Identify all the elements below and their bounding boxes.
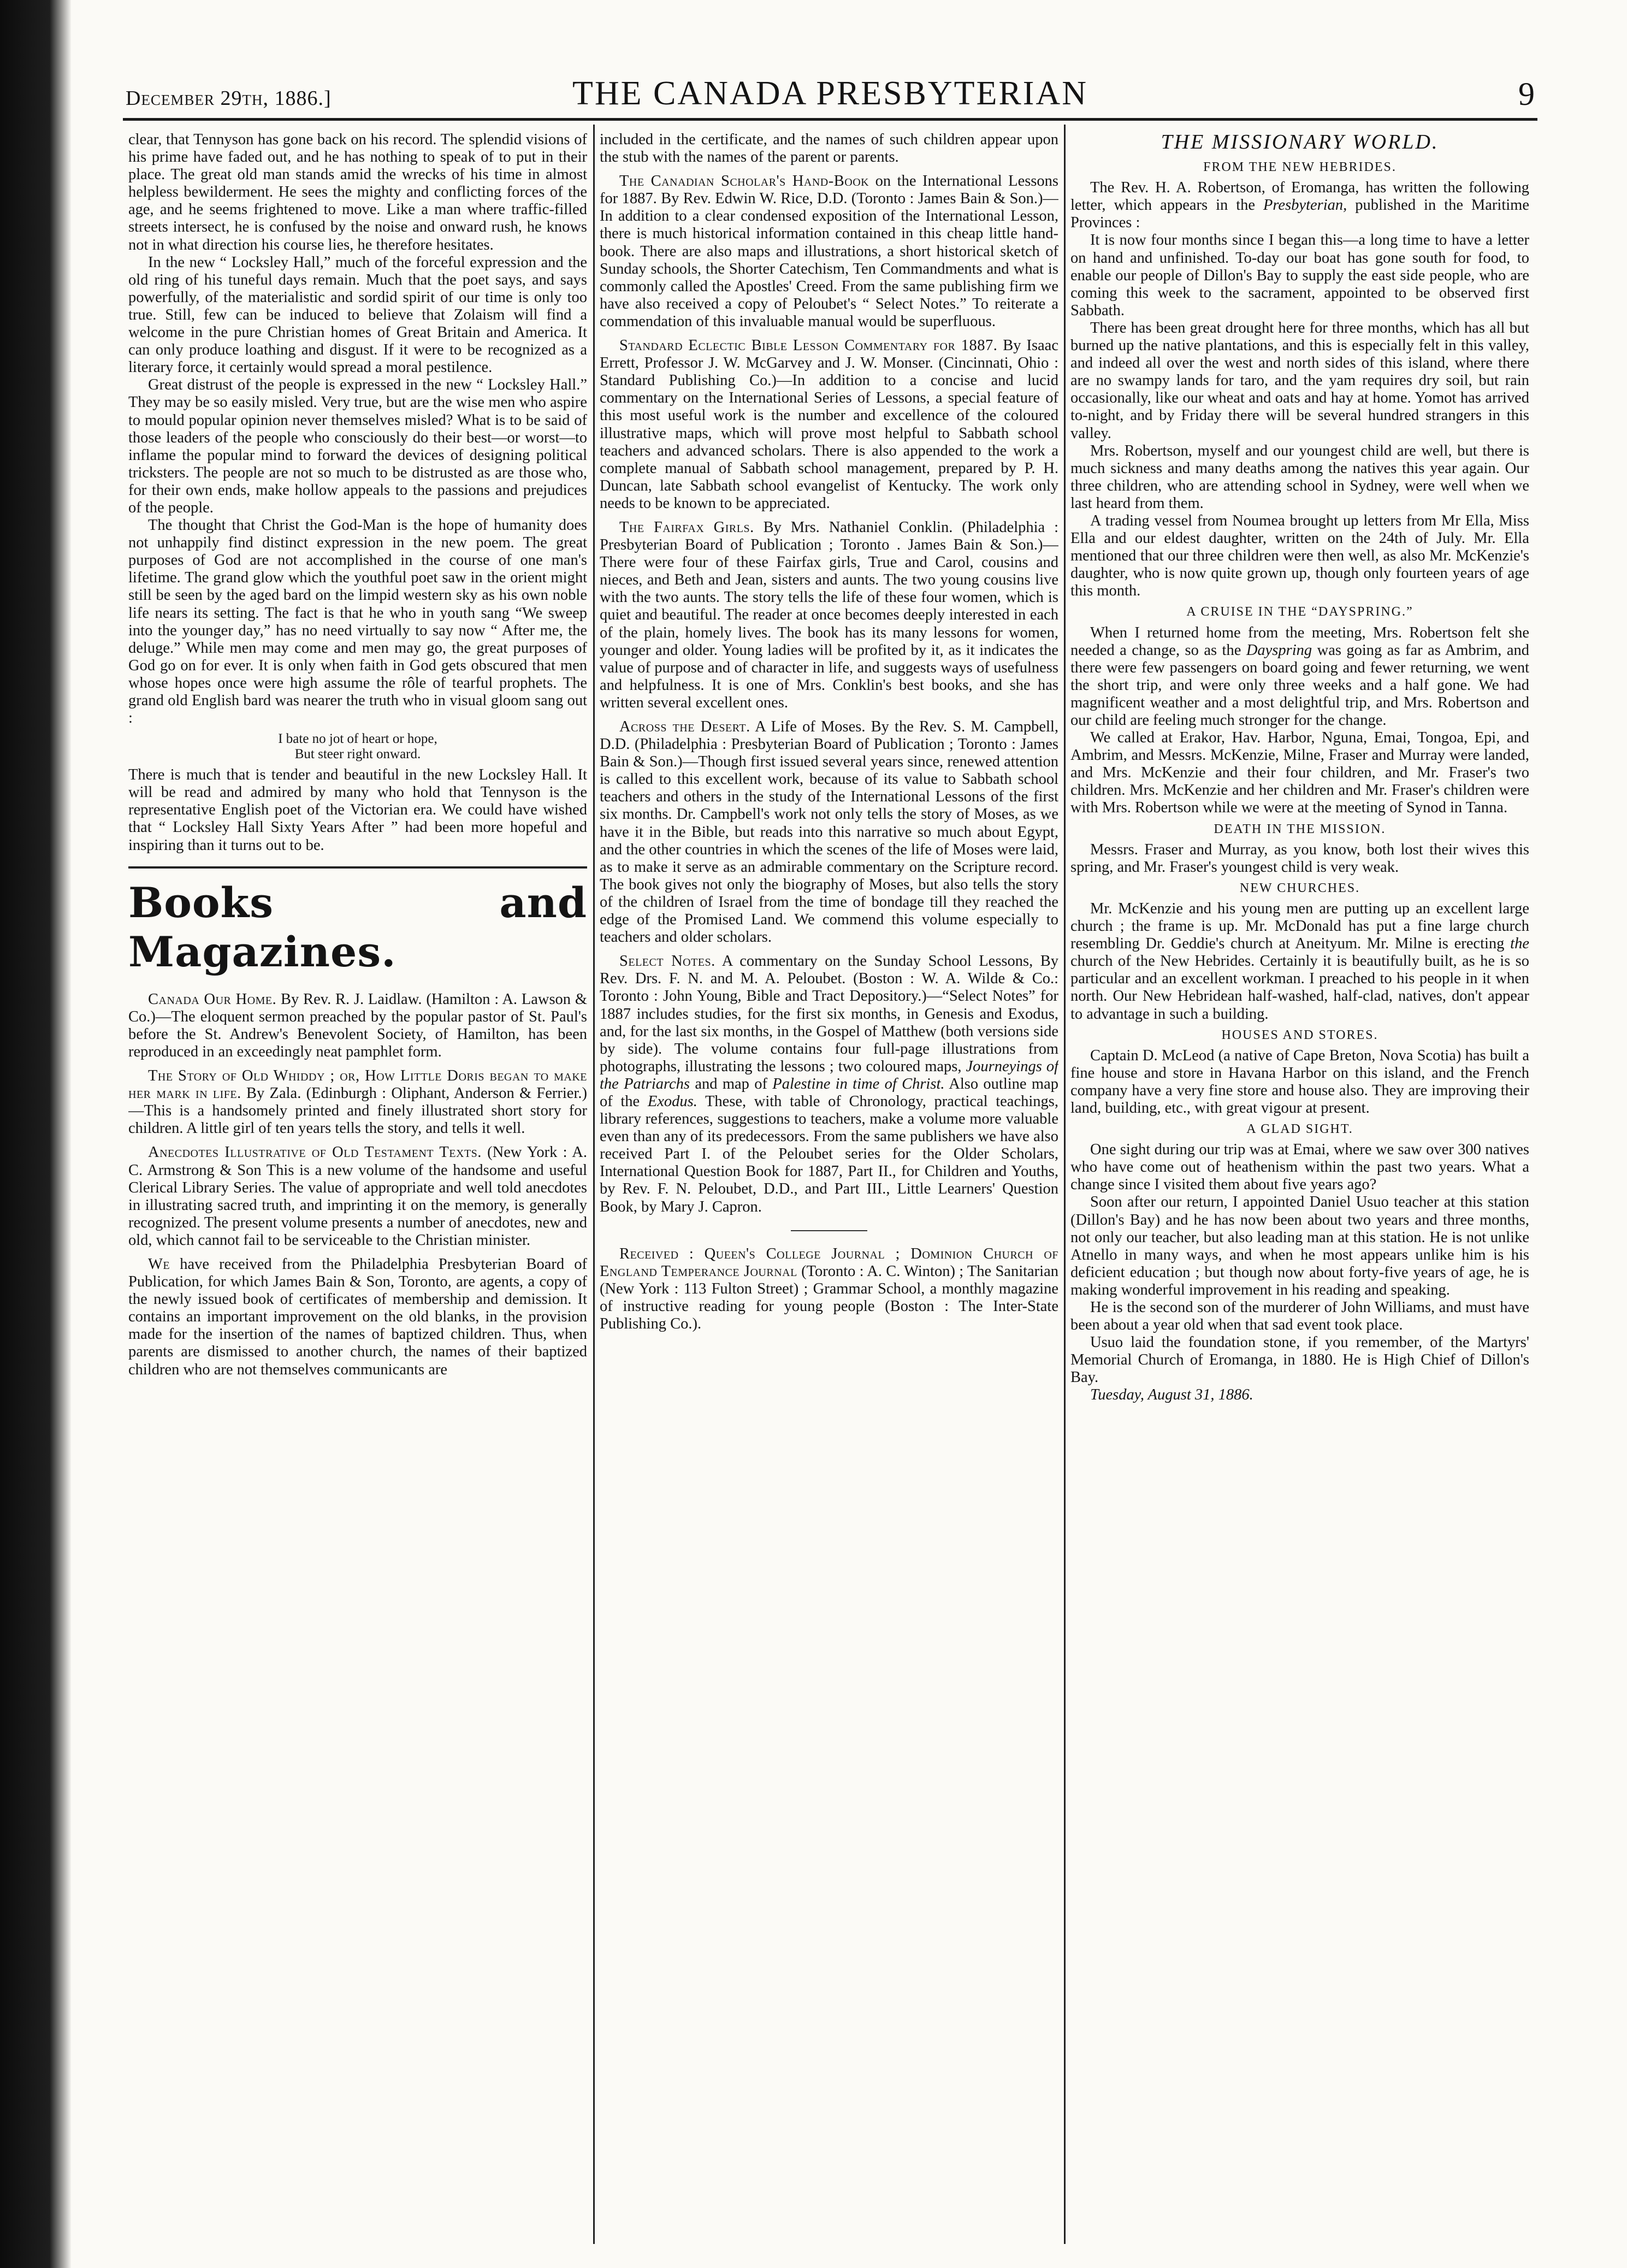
verse-line: But steer right onward.	[294, 747, 421, 762]
column-2	[600, 131, 1058, 2240]
review-text: By Mrs. Nathaniel Conklin. (Philadelphia : Presbyterian Board of Publication ; Toronto . James Bain & Son.)—There were four of these Fairfax girls, True and Carol, cousins and nieces, and Beth and Jean, sisters and aunts. The two young cousins live with the two aunts. The story tells the life of these four women, which is quiet and beautiful. The reader at once becomes deeply interested in each of the plain, homely lives. The book has its many lessons for women, younger and older. Young ladies will be profited by it, as it indicates the value of purpose and of character in life, and suggests ways of usefulness and helpfulness. It is one of Mrs. Conklin's best books, and she has written several excellent ones.	[600, 518, 1058, 711]
column-rule-2	[1064, 125, 1066, 2244]
lead-word: We	[148, 1255, 170, 1273]
subheading: FROM THE NEW HEBRIDES.	[1203, 160, 1397, 175]
paragraph: Soon after our return, I appointed Daniel Usuo teacher at this station (Dillon's Bay) and he has now been about two years and three months, not only our teacher, but also leading man at this station. He is not unlike Atnello in many ways, and when he most appears unlike him is his deficient education ; but though now about forty-five years of age, he is making wonderful improvement in his reading and speaking.	[1070, 1194, 1529, 1298]
italic-title: Presbyterian,	[1255, 197, 1347, 214]
italic-title: Dayspring	[1241, 641, 1312, 659]
binding-edge	[0, 0, 71, 2268]
review-text: By Isaac Errett, Professor J. W. McGarvey and J. W. Monser. (Cincinnati, Ohio : Standard Publishing Co.)—In addition to a concise and lucid commentary on the International Series of Lessons, a special feature of this most useful work is the number and excellence of the coloured illustrative maps, which will prove most helpful to Sabbath school teachers and advanced scholars. There is also appended to the work a complete manual of Sabbath school management, prepared by P. H. Duncan, late Sabbath school evangelist of Kentucky. The work only needs to be known to be appreciated.	[600, 337, 1058, 512]
paragraph: One sight during our trip was at Emai, where we saw over 300 natives who have come out of heathenism within the past two years. What a change since I visited them about five years ago?	[1070, 1141, 1529, 1194]
review-text: Also outline map of the	[600, 1075, 1058, 1110]
italic-title: Exodus.	[640, 1092, 697, 1110]
book-title: The Fairfax Girls.	[619, 518, 754, 536]
text: was going as far as Ambrim, and there were few passengers on board going and fewer returning, we went the short trip, and were only three weeks and a half gone. We had magnificent weather and a most delightful trip, and Mrs. Robertson and our child are feeling much stronger for the change.	[1070, 641, 1529, 729]
text: Mr. McKenzie and his young men are putting up an excellent large church ; the frame is up. Mr. McDonald has put a fine large church resembling Dr. Geddie's church at Aneityum. Mr. Milne is erecting	[1070, 900, 1529, 953]
book-review	[128, 991, 587, 1061]
column-rule-1	[593, 125, 595, 2244]
received-text: (Toronto : A. C. Winton) ; The Sanitarian (New York : 113 Fulton Street) ; Grammar School, a monthly magazine of instructive reading for young people (Boston : The Inter-State Publishing Co.).	[600, 1262, 1058, 1332]
received-list	[600, 1245, 1058, 1333]
verse-quote	[128, 731, 587, 762]
book-title: Anecdotes Illustrative of Old Testament Texts.	[148, 1144, 482, 1161]
italic-word: the	[1504, 935, 1529, 953]
book-review	[600, 337, 1058, 512]
book-review	[600, 953, 1058, 1215]
italic-title: Journeyings of the Patriarchs	[600, 1058, 1058, 1092]
paragraph: There has been great drought here for three months, which has all but burned up the native plantations, and this is especially felt in this valley, and indeed all over the west and north sides of this island, where there are no swampy lands for taro, and the yam requires dry soil, but rain occasionally, like our wheat and oats and hay at home. Yomot has arrived to-night, and by Friday there will be several hundred strangers in this valley.	[1070, 319, 1529, 442]
issue-date: December 29th, 1886.]	[126, 87, 332, 110]
paragraph: included in the certificate, and the names of such children appear upon the stub with the names of the parent or parents.	[600, 131, 1058, 166]
paragraph	[1070, 900, 1529, 1023]
text: When I returned home from the meeting, Mrs. Robertson felt she needed a change, so as the	[1070, 624, 1529, 659]
divider	[791, 1230, 867, 1231]
column-3	[1070, 131, 1529, 2240]
book-review	[128, 1144, 587, 1249]
paragraph: The thought that Christ the God-Man is the hope of humanity does not unhappily find distinct expression in the new poem. The great purposes of God are not accomplished in the course of one man's lifetime. The grand glow which the youthful poet saw in the orient might still be seen by the aged bard on the limpid western sky as his own noble life nears its setting. The fact is that he who in youth sang “We sweep into the younger day,” has no need virtually to say now “ After me, the deluge.” While men may come and men may go, the great purposes of God go on for ever. It is only when faith in God gets obscured that men whose hopes once were high assume the rôle of tearful prophets. The grand old English bard was nearer the truth who in visual gloom sang out :	[128, 517, 587, 727]
book-review	[600, 519, 1058, 712]
review-text: These, with table of Chronology, practical teachings, library references, suggestions to teachers, make a volume more valuable even than any of its predecessors. From the same publishers we have also received Part I. of the Peloubet series for the Older Scholars, International Question Book for 1887, Part II., for Children and Youths, by Rev. F. N. Peloubet, D.D., and Part III., Little Learners' Question Book, by Mary J. Capron.	[600, 1092, 1058, 1215]
book-title: The Story of Old Whiddy ; or, How Little Doris began to make her mark in life.	[128, 1067, 587, 1102]
paragraph: It is now four months since I began this—a long time to have a letter on hand and unfinished. To-day our boat has gone south for food, to enable our people of Dillon's Bay to supply the east side people, who are coming this week to the sacrament, appointed to be observed first Sabbath.	[1070, 232, 1529, 319]
review-text: By Rev. R. J. Laidlaw. (Hamilton : A. Lawson & Co.)—The eloquent sermon preached by the popular pastor of St. Paul's before the St. Andrew's Benevolent Society, of Hamilton, has been reproduced in an exceedingly neat pamphlet form.	[128, 990, 587, 1060]
book-review	[128, 1067, 587, 1137]
page-number: 9	[1518, 76, 1535, 112]
paragraph: A trading vessel from Noumea brought up letters from Mr Ella, Miss Ella and our eldest daughter, written on the 24th of July. Mr. Ella mentioned that our three children were then well, as also Mr. McKenzie's daughter, who is now quite grown up, though only fourteen years of age this month.	[1070, 512, 1529, 600]
text: church of the New Hebrides. Certainly it is beautifully built, as he is so particular and an excellent workman. I preached to his people in it when north. Our New Hebridean half-washed, half-clad, natives, don't appear to advantage in such a building.	[1070, 953, 1529, 1023]
received-titles: Received : Queen's College Journal ; Dominion Church of England Temperance Journal	[600, 1245, 1058, 1280]
subheading: DEATH IN THE MISSION.	[1214, 822, 1386, 836]
book-review	[600, 718, 1058, 946]
subheading: A GLAD SIGHT.	[1246, 1122, 1353, 1137]
subheading: HOUSES AND STORES.	[1221, 1027, 1378, 1042]
review-text: and map of	[690, 1075, 767, 1092]
subheading: NEW CHURCHES.	[1239, 881, 1360, 895]
review-text: have received from the Philadelphia Presbyterian Board of Publication, for which James Bain & Son, Toronto, are agents, a copy of the newly issued book of certificates of membership and demission. It contains an important improvement on the old blanks, in the provision made for the insertion of the names of baptized children. Thus, when parents are dismissed to another church, the names of their baptized children who are not themselves communicants are	[128, 1255, 587, 1378]
paragraph: In the new “ Locksley Hall,” much of the forceful expression and the old ring of his tuneful days remain. Much that the poet says, and says powerfully, of the materialistic and sordid spirit of our time is only too true. Still, few can be induced to believe that Zolaism will find a welcome in the pure Christian homes of Great Britain and America. It can only produce loathing and disgust. If it were to be recognized as a literary force, it certainly would spread a moral pestilence.	[128, 253, 587, 376]
header-rule	[123, 118, 1537, 121]
paragraph	[1070, 179, 1529, 232]
masthead: THE CANADA PRESBYTERIAN	[572, 75, 1088, 112]
paragraph: Mrs. Robertson, myself and our youngest child are well, but there is much sickness and many deaths among the natives this year again. Our three children, who are attending school in Sydney, were well when we last heard from them.	[1070, 442, 1529, 512]
book-title: Across the Desert.	[619, 718, 750, 735]
section-heading: Books and Magazines.	[128, 866, 587, 977]
paragraph: Usuo laid the foundation stone, if you remember, of the Martyrs' Memorial Church of Eromanga, in 1880. He is High Chief of Dillon's Bay.	[1070, 1334, 1529, 1386]
book-title: Canada Our Home.	[148, 990, 277, 1008]
section-title: THE MISSIONARY WORLD.	[1161, 131, 1439, 153]
paragraph: clear, that Tennyson has gone back on his record. The splendid visions of his prime have faded out, and he has nothing to speak of to put in their place. The great old man stands amid the wrecks of his time in almost helpless bewilderment. He sees the mighty and conflicting forces of the age, and he seems frightened to move. Like a man where traffic-filled streets intersect, he is confused by the noise and onward rush, he knows not in what direction his course lies, he therefore hesitates.	[128, 131, 587, 253]
review-text: A Life of Moses. By the Rev. S. M. Campbell, D.D. (Philadelphia : Presbyterian Board of Publication ; Toronto : James Bain & Son.)—Though first issued several years since, renewed attention is called to this excellent work, because of its value to Sabbath school teachers and others in the study of the International Lessons of the first six months. Dr. Campbell's work not only tells the story of Moses, as we have it in the Bible, but reads into this narrative so much about Egypt, and the other countries in which the scenes of the life of Moses were laid, as to make it serve as an admirable commentary on the Scripture record. The book gives not only the biography of Moses, but also tells the story of the children of Israel from the time of bondage till they reached the edge of the Promised Land. We commend this volume especially to teachers and older scholars.	[600, 718, 1058, 946]
book-review	[600, 173, 1058, 330]
review-text: A commentary on the Sunday School Lessons, By Rev. Drs. F. N. and M. A. Peloubet. (Boston : W. A. Wilde & Co.: Toronto : John Young, Bible and Tract Depository.)—“Select Notes” for 1887 includes studies, for the first six months, in Genesis and Exodus, and, for the last six months, in the Gospel of Matthew (both versions side by side). The volume contains four full-page illustrations from photographs, illustrating the lessons ; two coloured maps,	[600, 953, 1058, 1075]
paragraph: Messrs. Fraser and Murray, as you know, both lost their wives this spring, and Mr. Fraser's youngest child is very weak.	[1070, 841, 1529, 876]
verse-line: I bate no jot of heart or hope,	[278, 731, 437, 747]
subheading: A CRUISE IN THE “DAYSPRING.”	[1186, 605, 1413, 619]
review-text: on the International Lessons for 1887. By Rev. Edwin W. Rice, D.D. (Toronto : James Bain & Son.)—In addition to a clear condensed exposition of the International Lesson, there is much historical information contained in this cheap little hand-book. There are also maps and illustrations, a short historical sketch of Sunday schools, the Shorter Catechism, Ten Commandments and what is commonly called the Apostles' Creed. From the same publishing firm we have also received a copy of Peloubet's “ Select Notes.” To reiterate a commendation of this invaluable manual would be superfluous.	[600, 173, 1058, 330]
page-header	[126, 70, 1535, 114]
column-1	[128, 131, 587, 2240]
review-text: (New York : A. C. Armstrong & Son This is a new volume of the handsome and useful Clerical Library Series. The value of appropriate and well told anecdotes in illustrating sacred truth, and imprinting it on the memory, is generally recognized. The present volume presents a number of anecdotes, new and old, which cannot fail to be serviceable to the Christian minister.	[128, 1144, 587, 1249]
paragraph	[1070, 624, 1529, 730]
paragraph: He is the second son of the murderer of John Williams, and must have been about a year old when that sad event took place.	[1070, 1299, 1529, 1334]
letter-date: Tuesday, August 31, 1886.	[1090, 1386, 1253, 1404]
book-title: Standard Eclectic Bible Lesson Commentary for 1887.	[619, 337, 998, 355]
italic-title: Palestine in time of Christ.	[767, 1075, 945, 1092]
book-title: Select Notes.	[619, 953, 715, 970]
paragraph: We called at Erakor, Hav. Harbor, Nguna, Emai, Tongoa, Epi, and Ambrim, and Messrs. McKenzie, Milne, Fraser and Murray were landed, and Mrs. McKenzie and their four children, and Mr. Fraser's two children. Mrs. McKenzie and her children and Mr. Fraser's children were with Mrs. Robertson while we were at the meeting of Synod in Tanna.	[1070, 729, 1529, 817]
paragraph: Captain D. McLeod (a native of Cape Breton, Nova Scotia) has built a fine house and store in Havana Harbor on this island, and the French company have a very fine store and house also. They are improving their land, building, etc., with great vigour at present.	[1070, 1047, 1529, 1117]
text: published in the Maritime Provinces :	[1070, 197, 1529, 232]
text: The Rev. H. A. Robertson, of Eromanga, has written the following letter, which appears in the	[1070, 179, 1529, 214]
paragraph: Great distrust of the people is expressed in the new “ Locksley Hall.” They may be so easily misled. Very true, but are the wise men who aspire to mould popular opinion never themselves misled? What is to be said of those leaders of the people who consciously do their best—or worst—to inflame the popular mind to forward the devices of designing political tricksters. The people are not so much to be distrusted as are those who, for their own ends, make hollow appeals to the passions and prejudices of the people.	[128, 376, 587, 516]
book-title: The Canadian Scholar's Hand-Book	[619, 173, 869, 190]
review-text: By Zala. (Edinburgh : Oliphant, Anderson & Ferrier.)—This is a handsomely printed and finely illustrated short story for children. A little girl of ten years tells the story, and tells it well.	[128, 1085, 587, 1137]
paragraph: There is much that is tender and beautiful in the new Locksley Hall. It will be read and admired by many who hold that Tennyson is the representative English poet of the Victorian era. We could have wished that “ Locksley Hall Sixty Years After ” had been more hopeful and inspiring than it turns out to be.	[128, 766, 587, 854]
book-review	[128, 1256, 587, 1379]
